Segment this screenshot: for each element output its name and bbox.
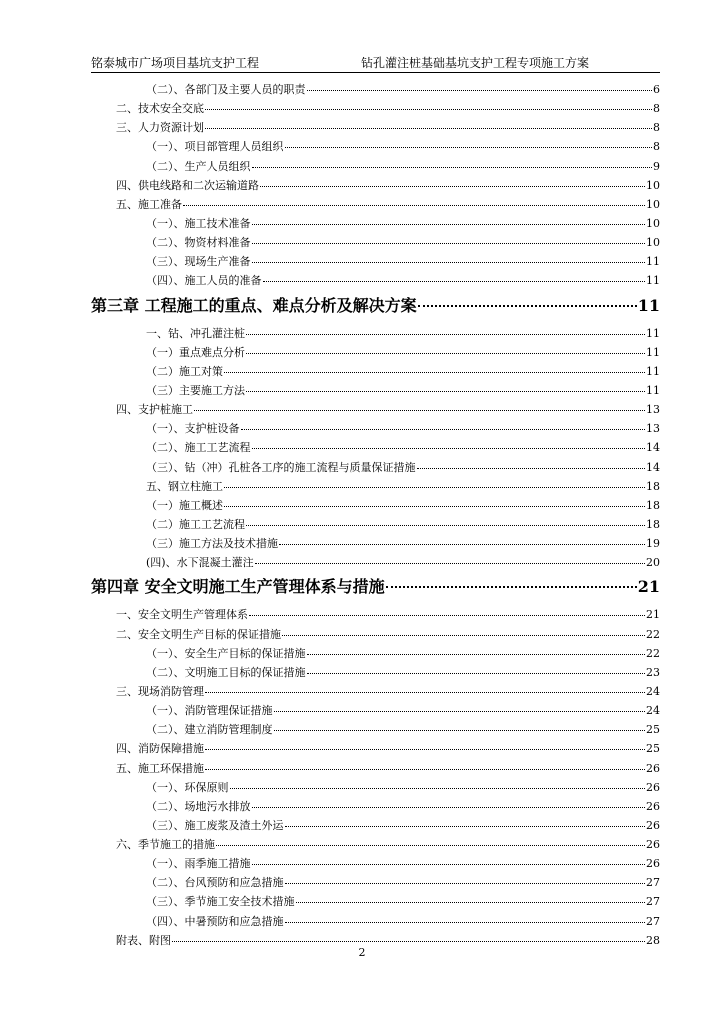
toc-leader-dots [307, 659, 646, 674]
toc-entry-title: 四、供电线路和二次运输道路 [116, 178, 259, 192]
toc-entry-title: 五、施工准备 [116, 197, 182, 211]
toc-chapter-entry[interactable] [91, 289, 660, 322]
toc-entry-page: 25 [646, 723, 660, 737]
page-header [91, 50, 660, 73]
toc-entry-title: （一）施工概述 [146, 498, 223, 512]
toc-entry-page: 26 [646, 857, 660, 871]
toc-leader-dots [252, 210, 646, 225]
toc-entry-title: （二）、物资材料准备 [146, 236, 251, 250]
toc-entry-page: 25 [646, 742, 660, 756]
toc-entry-title: （三）主要施工方法 [146, 383, 245, 397]
page-number: 2 [358, 946, 366, 959]
toc-entry-page: 13 [646, 422, 660, 436]
toc-entry-page: 24 [646, 684, 660, 698]
toc-leader-dots [230, 774, 646, 789]
toc-entry-title: （三）、现场生产准备 [146, 255, 251, 269]
toc-entry-title: 四、支护桩施工 [116, 403, 193, 417]
toc-entry-title: （一）、施工技术准备 [146, 216, 251, 230]
toc-entry-page: 8 [653, 102, 660, 116]
toc-leader-dots [205, 755, 645, 770]
toc-entry-page: 26 [646, 818, 660, 832]
toc-leader-dots [246, 339, 645, 354]
toc-entry-page: 21 [637, 577, 660, 597]
toc-entry-title: 三、人力资源计划 [116, 121, 204, 135]
toc-leader-dots [274, 697, 646, 712]
toc-entry-page: 23 [646, 665, 660, 679]
toc-entry-page: 27 [646, 876, 660, 890]
toc-entry-page: 27 [646, 895, 660, 909]
toc-entry-page: 27 [646, 914, 660, 928]
toc-entry-title: （三）施工方法及技术措施 [146, 537, 278, 551]
toc-leader-dots [263, 267, 646, 282]
toc-entry-page: 22 [646, 627, 660, 641]
toc-entry-page: 14 [646, 441, 660, 455]
toc-leader-dots [252, 434, 646, 449]
toc-entry-page: 26 [646, 761, 660, 775]
toc-leader-dots [194, 396, 645, 411]
toc-entry-title: 一、钻、冲孔灌注桩 [146, 326, 245, 340]
toc-entry-page: 11 [646, 383, 660, 397]
toc-leader-dots [282, 621, 645, 636]
toc-leader-dots [224, 358, 645, 373]
toc-entry-title: （四）、施工人员的准备 [146, 274, 262, 288]
toc-entry-title: 附表、附图 [116, 933, 171, 947]
toc-entry-page: 19 [646, 537, 660, 551]
toc-entry-page: 11 [646, 364, 660, 378]
toc-entry-page: 26 [646, 780, 660, 794]
header-project-name: 铭泰城市广场项目基坑支护工程 [91, 56, 260, 70]
toc-leader-dots [285, 908, 646, 923]
toc-leader-dots [285, 812, 646, 827]
toc-leader-dots [172, 927, 645, 942]
toc-entry-title: （一）、项目部管理人员组织 [146, 140, 284, 154]
toc-entry-page: 11 [646, 345, 660, 359]
toc-entry-title: 五、施工环保措施 [116, 761, 204, 775]
toc-leader-dots [252, 793, 646, 808]
toc-entry-title: （一）、安全生产目标的保证措施 [146, 646, 306, 660]
toc-entry-title: （二）、场地污水排放 [146, 799, 251, 813]
toc-entry-title: 第四章 安全文明施工生产管理体系与措施 [91, 577, 385, 597]
toc-leader-dots [216, 831, 645, 846]
toc-entry-title: （三）、施工废浆及渣土外运 [146, 818, 284, 832]
toc-entry-title: （二）、建立消防管理制度 [146, 723, 273, 737]
toc-entry-title: 四、消防保障措施 [116, 742, 204, 756]
toc-leader-dots [279, 530, 645, 545]
toc-entry-title: （二）施工工艺流程 [146, 517, 245, 531]
toc-leader-dots [246, 377, 645, 392]
toc-leader-dots [224, 492, 645, 507]
toc-leader-dots [307, 76, 653, 91]
table-of-contents [91, 78, 660, 948]
toc-entry-page: 20 [646, 556, 660, 570]
toc-entry-page: 9 [653, 159, 660, 173]
toc-entry-title: （一）、消防管理保证措施 [146, 704, 273, 718]
toc-entry-title: （三）、钻（冲）孔桩各工序的施工流程与质量保证措施 [146, 460, 416, 474]
toc-entry-title: (四)、水下混凝土灌注 [146, 556, 254, 570]
toc-entry-title: （二）、台风预防和应急措施 [146, 876, 284, 890]
toc-entry-page: 6 [653, 83, 660, 96]
toc-entry-page: 18 [646, 479, 660, 493]
toc-entry-page: 10 [646, 216, 660, 230]
toc-leader-dots [260, 172, 645, 187]
toc-chapter-entry[interactable] [91, 570, 660, 603]
toc-leader-dots [274, 716, 646, 731]
toc-entry-page: 18 [646, 498, 660, 512]
toc-entry-title: （二）、生产人员组织 [146, 159, 251, 173]
toc-entry-page: 11 [646, 326, 660, 340]
toc-entry-title: （一）、支护桩设备 [146, 422, 240, 436]
toc-entry-title: 一、安全文明生产管理体系 [116, 608, 248, 622]
toc-entry-title: 二、安全文明生产目标的保证措施 [116, 627, 281, 641]
toc-leader-dots [252, 153, 653, 168]
toc-entry-page: 28 [646, 933, 660, 947]
toc-entry-page: 26 [646, 838, 660, 852]
toc-entry-title: （一）重点难点分析 [146, 345, 245, 359]
toc-leader-dots [418, 285, 637, 307]
toc-entry-page: 22 [646, 646, 660, 660]
toc-entry-page: 8 [653, 140, 660, 154]
toc-entry-page: 13 [646, 403, 660, 417]
toc-entry-title: 五、钢立柱施工 [146, 479, 223, 493]
toc-entry-title: （四）、中暑预防和应急措施 [146, 914, 284, 928]
toc-entry-title: （二）、各部门及主要人员的职责 [146, 83, 306, 96]
toc-entry-title: 二、技术安全交底 [116, 102, 204, 116]
toc-entry-title: 三、现场消防管理 [116, 684, 204, 698]
toc-leader-dots [241, 415, 646, 430]
toc-leader-dots [249, 601, 645, 616]
toc-leader-dots [183, 191, 645, 206]
toc-leader-dots [246, 511, 645, 526]
toc-entry-title: （二）、文明施工目标的保证措施 [146, 665, 306, 679]
toc-entry-page: 24 [646, 704, 660, 718]
toc-leader-dots [205, 735, 645, 750]
toc-leader-dots [386, 566, 637, 588]
toc-entry-page: 21 [646, 608, 660, 622]
toc-leader-dots [285, 133, 653, 148]
toc-leader-dots [296, 888, 646, 903]
toc-entry-page: 14 [646, 460, 660, 474]
toc-leader-dots [205, 114, 652, 129]
toc-entry-title: （二）施工对策 [146, 364, 223, 378]
toc-entry-title: 第三章 工程施工的重点、难点分析及解决方案 [91, 295, 417, 315]
toc-leader-dots [285, 869, 646, 884]
toc-leader-dots [252, 850, 646, 865]
toc-leader-dots [205, 95, 652, 110]
toc-leader-dots [307, 640, 646, 655]
toc-entry-page: 11 [646, 274, 660, 288]
toc-entry-page: 11 [646, 255, 660, 269]
toc-entry-title: （二）、施工工艺流程 [146, 441, 251, 455]
toc-entry-title: （三）、季节施工安全技术措施 [146, 895, 295, 909]
toc-leader-dots [252, 229, 646, 244]
toc-leader-dots [205, 678, 645, 693]
toc-leader-dots [246, 320, 645, 335]
toc-entry-page: 10 [646, 197, 660, 211]
toc-entry-page: 10 [646, 178, 660, 192]
toc-entry-page: 26 [646, 799, 660, 813]
toc-entry-page: 8 [653, 121, 660, 135]
toc-entry-title: 六、季节施工的措施 [116, 838, 215, 852]
toc-leader-dots [224, 473, 645, 488]
toc-leader-dots [252, 248, 646, 263]
toc-leader-dots [255, 549, 645, 564]
toc-entry-page: 10 [646, 236, 660, 250]
header-document-title: 钻孔灌注桩基础基坑支护工程专项施工方案 [361, 56, 590, 70]
toc-entry-page: 11 [637, 295, 660, 315]
toc-entry-title: （一）、环保原则 [146, 780, 229, 794]
toc-entry-page: 18 [646, 517, 660, 531]
toc-leader-dots [417, 454, 646, 469]
toc-entry-title: （一）、雨季施工措施 [146, 857, 251, 871]
